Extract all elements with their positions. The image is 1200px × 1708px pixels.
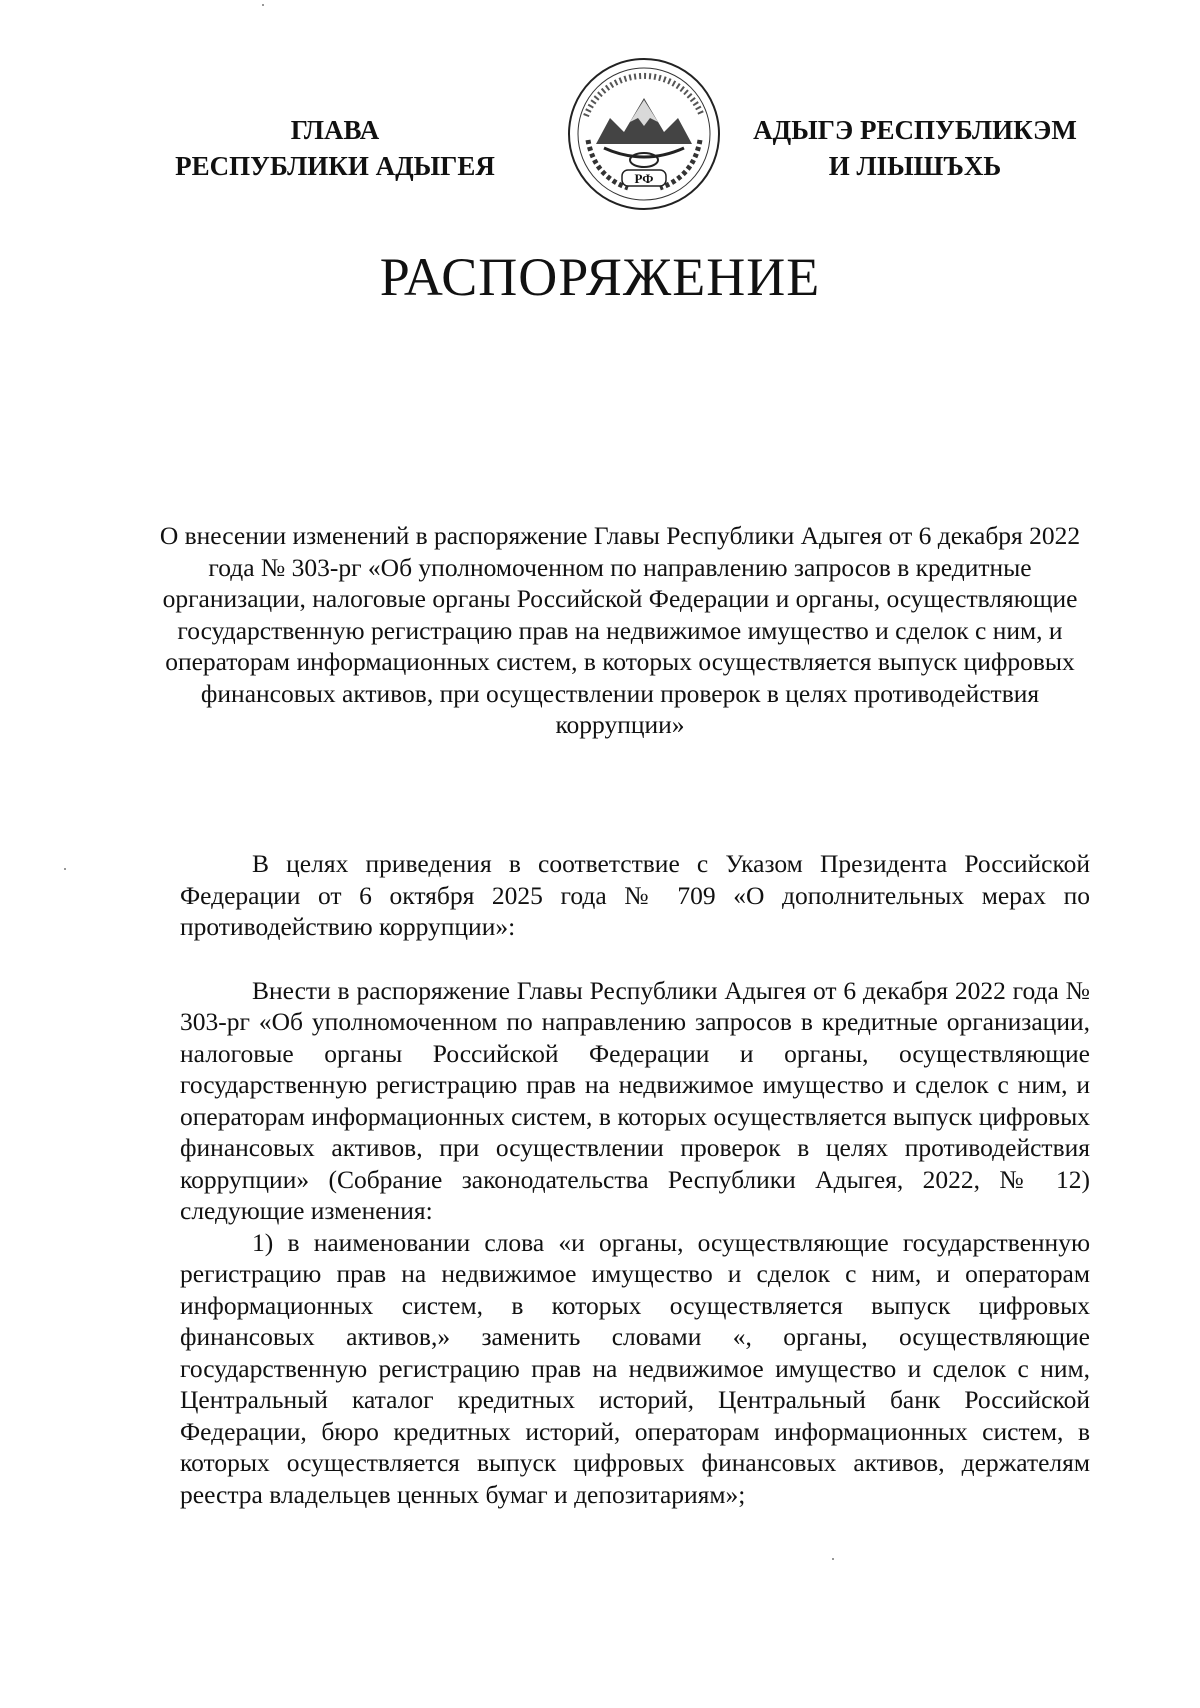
document-type-title: РАСПОРЯЖЕНИЕ	[379, 247, 821, 307]
amendment-item-1: 1) в наименовании слова «и органы, осуществляющие государственную регистрацию прав на недвижимое имущество и сделок с ним, и операторам информационных систем, в которых осуществляется выпуск цифровых финансовых активов,» заменить словами «, органы, осуществляющие государственную регистрацию прав на недвижимое имущество и сделок с ним, Центральный каталог кредитных историй, Центральный банк Российской Федерации, бюро кредитных историй, операторам информационных систем, в которых осуществляется выпуск цифровых финансовых активов, держателям реестра владельцев ценных бумаг и депозитариям»;	[180, 1227, 1090, 1509]
issuer-title-line2: РЕСПУБЛИКИ АДЫГЕЯ	[175, 151, 495, 181]
issuer-adyghe-line1: АДЫГЭ РЕСПУБЛИКЭМ	[753, 115, 1077, 145]
document-body	[180, 848, 1090, 1510]
preamble-paragraph: В целях приведения в соответствие с Указом Президента Российской Федерации от 6 октября 2025 года № 709 «О дополнительных мерах по противодействию коррупции»:	[180, 849, 1090, 941]
main-paragraph: Внести в распоряжение Главы Республики Адыгея от 6 декабря 2022 года № 303-рг «Об уполномоченном по направлению запросов в кредитные организации, налоговые органы Российской Федерации и органы, осуществляющие государственную регистрацию прав на недвижимое имущество и сделок с ним, и операторам информационных систем, в которых осуществляется выпуск цифровых финансовых активов, при осуществлении проверок в целях противодействия коррупции» (Собрание законодательства Республики Адыгея, 2022, № 12) следующие изменения:	[180, 975, 1090, 1225]
emblem-lettering: РФ	[634, 171, 654, 186]
scan-speck	[832, 1558, 834, 1560]
issuer-name-russian	[150, 112, 520, 184]
scan-speck	[262, 4, 264, 6]
issuer-title-line1: ГЛАВА	[290, 115, 380, 145]
coat-of-arms-emblem	[566, 56, 722, 212]
scan-speck	[64, 868, 66, 870]
document-subject: О внесении изменений в распоряжение Главы Республики Адыгея от 6 декабря 2022 года № 303-рг «Об уполномоченном по направлению запросов в кредитные организации, налоговые органы Российской Федерации и органы, осуществляющие государственную регистрацию прав на недвижимое имущество и сделок с ним, и операторам информационных систем, в которых осуществляется выпуск цифровых финансовых активов, при осуществлении проверок в целях противодействия коррупции»	[159, 521, 1081, 739]
issuer-adyghe-line2: И ЛІЫШЪХЬ	[828, 151, 1002, 181]
issuer-name-adyghe	[730, 112, 1100, 184]
